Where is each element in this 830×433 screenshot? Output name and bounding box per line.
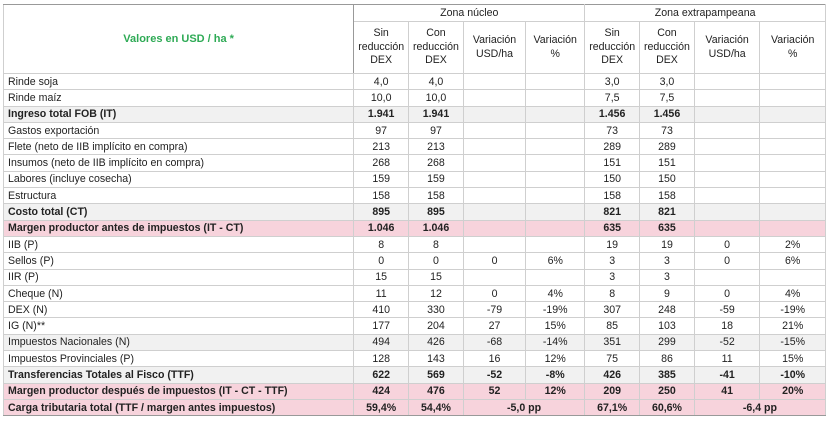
cell-extra-var-pct: -19% — [760, 302, 826, 318]
cell-extra-var-usd: -41 — [694, 367, 760, 383]
cell-extra-var-pct — [760, 204, 826, 220]
zone-extrapampeana-header: Zona extrapampeana — [585, 5, 826, 22]
cell-nucleo-var-pct: 12% — [526, 383, 585, 399]
row-label: Impuestos Provinciales (P) — [4, 351, 354, 367]
cell-extra-var-pct — [760, 220, 826, 236]
cell-nucleo-var-pct — [526, 188, 585, 204]
cell-extra-sin: 85 — [585, 318, 640, 334]
cell-extra-sin: 158 — [585, 188, 640, 204]
cell-nucleo-con: 330 — [409, 302, 464, 318]
cell-extra-var-usd: 0 — [694, 285, 760, 301]
row-label: Carga tributaria total (TTF / margen antes impuestos) — [4, 399, 354, 415]
cell-extra-con: 248 — [640, 302, 695, 318]
cell-nucleo-var-pct — [526, 90, 585, 106]
cell-nucleo-con: 204 — [409, 318, 464, 334]
cell-nucleo-var-pct — [526, 171, 585, 187]
column-header-line: reducción — [412, 40, 459, 53]
tax-burden-table — [3, 4, 826, 416]
column-header-line: Variación — [472, 34, 517, 46]
row-label: Transferencias Totales al Fisco (TTF) — [4, 367, 354, 383]
cell-nucleo-var-pct — [526, 139, 585, 155]
cell-extra-var-pct: 15% — [760, 351, 826, 367]
cell-extra-variacion: -6,4 pp — [694, 399, 825, 415]
cell-nucleo-sin: 10,0 — [354, 90, 409, 106]
cell-nucleo-var-pct — [526, 74, 585, 90]
cell-extra-var-pct — [760, 171, 826, 187]
row-label: DEX (N) — [4, 302, 354, 318]
cell-extra-sin: 67,1% — [585, 399, 640, 415]
table-row — [4, 351, 826, 367]
cell-nucleo-var-usd: 16 — [463, 351, 525, 367]
cell-extra-con: 9 — [640, 285, 695, 301]
table-row — [4, 220, 826, 236]
cell-extra-var-usd — [694, 90, 760, 106]
cell-extra-var-pct: 4% — [760, 285, 826, 301]
cell-nucleo-var-usd — [463, 204, 525, 220]
cell-extra-con: 299 — [640, 334, 695, 350]
cell-extra-var-pct — [760, 139, 826, 155]
cell-extra-con: 86 — [640, 351, 695, 367]
cell-extra-var-usd: -59 — [694, 302, 760, 318]
cell-extra-sin: 351 — [585, 334, 640, 350]
cell-nucleo-var-pct: -14% — [526, 334, 585, 350]
table-row — [4, 188, 826, 204]
cell-nucleo-sin: 158 — [354, 188, 409, 204]
cell-extra-var-usd — [694, 74, 760, 90]
cell-extra-sin: 7,5 — [585, 90, 640, 106]
cell-extra-con: 150 — [640, 171, 695, 187]
row-label: Sellos (P) — [4, 253, 354, 269]
table-row — [4, 285, 826, 301]
cell-extra-con: 19 — [640, 236, 695, 252]
tax-table-container — [3, 4, 826, 416]
cell-nucleo-var-pct — [526, 204, 585, 220]
cell-extra-var-usd — [694, 139, 760, 155]
cell-extra-sin: 635 — [585, 220, 640, 236]
cell-nucleo-con: 12 — [409, 285, 464, 301]
cell-nucleo-sin: 268 — [354, 155, 409, 171]
cell-nucleo-sin: 59,4% — [354, 399, 409, 415]
cell-extra-sin: 821 — [585, 204, 640, 220]
table-row — [4, 204, 826, 220]
row-label: Gastos exportación — [4, 122, 354, 138]
cell-extra-var-pct — [760, 188, 826, 204]
table-row — [4, 122, 826, 138]
cell-nucleo-var-pct: 12% — [526, 351, 585, 367]
column-header-extra-con — [640, 22, 695, 74]
table-row — [4, 318, 826, 334]
cell-nucleo-var-usd: -68 — [463, 334, 525, 350]
cell-nucleo-sin: 622 — [354, 367, 409, 383]
cell-extra-con: 158 — [640, 188, 695, 204]
cell-nucleo-sin: 97 — [354, 122, 409, 138]
cell-extra-sin: 73 — [585, 122, 640, 138]
column-header-line: Variación — [771, 34, 815, 46]
cell-extra-var-usd — [694, 188, 760, 204]
cell-nucleo-con: 0 — [409, 253, 464, 269]
column-header-line: % — [787, 47, 798, 60]
cell-extra-var-pct — [760, 269, 826, 285]
cell-extra-sin: 209 — [585, 383, 640, 399]
cell-nucleo-var-pct — [526, 155, 585, 171]
cell-nucleo-var-pct — [526, 236, 585, 252]
cell-extra-con: 385 — [640, 367, 695, 383]
cell-extra-var-usd — [694, 155, 760, 171]
row-label: Flete (neto de IIB implícito en compra) — [4, 139, 354, 155]
cell-nucleo-sin: 410 — [354, 302, 409, 318]
row-label: Rinde soja — [4, 74, 354, 90]
cell-extra-var-pct — [760, 90, 826, 106]
cell-nucleo-con: 54,4% — [409, 399, 464, 415]
cell-nucleo-var-usd — [463, 122, 525, 138]
column-header-line: Variación — [533, 34, 577, 46]
cell-extra-var-usd — [694, 269, 760, 285]
column-header-nucleo-con — [409, 22, 464, 74]
cell-extra-sin: 75 — [585, 351, 640, 367]
cell-nucleo-con: 158 — [409, 188, 464, 204]
cell-extra-var-pct: 21% — [760, 318, 826, 334]
cell-extra-con: 250 — [640, 383, 695, 399]
cell-nucleo-var-pct — [526, 106, 585, 122]
row-label: Cheque (N) — [4, 285, 354, 301]
table-row — [4, 302, 826, 318]
cell-nucleo-con: 159 — [409, 171, 464, 187]
cell-nucleo-con: 10,0 — [409, 90, 464, 106]
cell-nucleo-sin: 15 — [354, 269, 409, 285]
table-row — [4, 74, 826, 90]
column-header-line: USD/ha — [708, 47, 746, 60]
column-header-line: Sin — [604, 27, 620, 40]
table-row-carga-tributaria — [4, 399, 826, 415]
column-header-line: Con — [657, 27, 677, 40]
cell-extra-var-pct — [760, 74, 826, 90]
cell-extra-sin: 3,0 — [585, 74, 640, 90]
cell-nucleo-var-pct — [526, 269, 585, 285]
column-header-line: reducción — [358, 40, 405, 53]
column-header-extra-sin — [585, 22, 640, 74]
cell-extra-var-pct: 6% — [760, 253, 826, 269]
cell-nucleo-var-usd — [463, 269, 525, 285]
cell-nucleo-sin: 424 — [354, 383, 409, 399]
cell-nucleo-variacion: -5,0 pp — [463, 399, 584, 415]
cell-nucleo-sin: 159 — [354, 171, 409, 187]
cell-nucleo-var-usd — [463, 74, 525, 90]
cell-nucleo-var-pct: -8% — [526, 367, 585, 383]
cell-nucleo-sin: 494 — [354, 334, 409, 350]
cell-extra-var-pct — [760, 122, 826, 138]
cell-nucleo-con: 15 — [409, 269, 464, 285]
cell-extra-con: 635 — [640, 220, 695, 236]
cell-nucleo-var-usd: 52 — [463, 383, 525, 399]
cell-extra-var-pct — [760, 106, 826, 122]
cell-nucleo-con: 569 — [409, 367, 464, 383]
cell-nucleo-con: 143 — [409, 351, 464, 367]
cell-extra-con: 60,6% — [640, 399, 695, 415]
table-row — [4, 253, 826, 269]
row-label: Ingreso total FOB (IT) — [4, 106, 354, 122]
cell-extra-var-usd: 18 — [694, 318, 760, 334]
cell-extra-con: 821 — [640, 204, 695, 220]
cell-extra-con: 1.456 — [640, 106, 695, 122]
cell-nucleo-var-pct: 15% — [526, 318, 585, 334]
row-label: Estructura — [4, 188, 354, 204]
row-label: Insumos (neto de IIB implícito en compra) — [4, 155, 354, 171]
cell-nucleo-var-usd: -52 — [463, 367, 525, 383]
cell-extra-con: 103 — [640, 318, 695, 334]
cell-extra-con: 7,5 — [640, 90, 695, 106]
cell-extra-con: 3 — [640, 253, 695, 269]
row-label: Margen productor después de impuestos (IT - CT - TTF) — [4, 383, 354, 399]
cell-extra-var-pct: 20% — [760, 383, 826, 399]
cell-nucleo-con: 268 — [409, 155, 464, 171]
cell-nucleo-var-pct: -19% — [526, 302, 585, 318]
cell-nucleo-var-usd — [463, 90, 525, 106]
column-header-line: Sin — [373, 27, 389, 40]
cell-nucleo-sin: 8 — [354, 236, 409, 252]
column-header-line: DEX — [425, 54, 447, 67]
column-header-line: reducción — [643, 40, 690, 53]
cell-nucleo-var-pct — [526, 122, 585, 138]
row-label: Costo total (CT) — [4, 204, 354, 220]
table-row — [4, 90, 826, 106]
cell-extra-con: 151 — [640, 155, 695, 171]
cell-nucleo-var-usd — [463, 106, 525, 122]
cell-extra-sin: 150 — [585, 171, 640, 187]
cell-nucleo-con: 426 — [409, 334, 464, 350]
cell-nucleo-sin: 128 — [354, 351, 409, 367]
cell-extra-con: 3,0 — [640, 74, 695, 90]
cell-nucleo-var-usd — [463, 155, 525, 171]
column-header-nucleo-sin — [354, 22, 409, 74]
row-label: Rinde maíz — [4, 90, 354, 106]
cell-extra-con: 3 — [640, 269, 695, 285]
cell-nucleo-var-usd — [463, 236, 525, 252]
cell-nucleo-sin: 4,0 — [354, 74, 409, 90]
cell-extra-var-usd — [694, 220, 760, 236]
cell-extra-var-usd — [694, 122, 760, 138]
cell-nucleo-con: 213 — [409, 139, 464, 155]
cell-nucleo-sin: 177 — [354, 318, 409, 334]
table-row — [4, 155, 826, 171]
table-row — [4, 106, 826, 122]
cell-extra-con: 289 — [640, 139, 695, 155]
cell-extra-var-usd: 0 — [694, 236, 760, 252]
cell-nucleo-var-usd: 0 — [463, 285, 525, 301]
cell-extra-var-pct — [760, 155, 826, 171]
cell-extra-var-usd: 0 — [694, 253, 760, 269]
row-label: IG (N)** — [4, 318, 354, 334]
cell-nucleo-con: 476 — [409, 383, 464, 399]
cell-nucleo-sin: 1.046 — [354, 220, 409, 236]
column-header-nucleo-var-pct — [526, 22, 585, 74]
cell-extra-var-usd — [694, 204, 760, 220]
cell-extra-sin: 8 — [585, 285, 640, 301]
table-row — [4, 367, 826, 383]
cell-nucleo-var-usd: 27 — [463, 318, 525, 334]
cell-extra-sin: 19 — [585, 236, 640, 252]
cell-extra-var-pct: 2% — [760, 236, 826, 252]
table-row — [4, 139, 826, 155]
cell-nucleo-sin: 895 — [354, 204, 409, 220]
column-header-extra-var-pct — [760, 22, 826, 74]
row-label: Labores (incluye cosecha) — [4, 171, 354, 187]
cell-extra-sin: 3 — [585, 253, 640, 269]
cell-extra-var-usd: 41 — [694, 383, 760, 399]
cell-extra-sin: 289 — [585, 139, 640, 155]
column-header-line: Con — [426, 27, 446, 40]
zone-header-row — [4, 5, 826, 22]
cell-nucleo-var-usd: 0 — [463, 253, 525, 269]
cell-extra-var-pct: -15% — [760, 334, 826, 350]
table-row — [4, 171, 826, 187]
cell-nucleo-sin: 213 — [354, 139, 409, 155]
table-row — [4, 269, 826, 285]
column-header-nucleo-var-usd — [463, 22, 525, 74]
table-row — [4, 236, 826, 252]
column-header-line: Variación — [705, 34, 749, 46]
cell-nucleo-var-usd — [463, 188, 525, 204]
column-header-line: reducción — [589, 40, 636, 53]
cell-nucleo-con: 97 — [409, 122, 464, 138]
cell-nucleo-sin: 1.941 — [354, 106, 409, 122]
table-title: Valores en USD / ha * — [4, 5, 354, 74]
cell-nucleo-con: 1.046 — [409, 220, 464, 236]
cell-extra-var-pct: -10% — [760, 367, 826, 383]
cell-extra-sin: 151 — [585, 155, 640, 171]
row-label: Impuestos Nacionales (N) — [4, 334, 354, 350]
column-header-line: DEX — [370, 54, 393, 67]
zone-nucleo-header: Zona núcleo — [354, 5, 585, 22]
table-body — [4, 74, 826, 400]
cell-nucleo-con: 1.941 — [409, 106, 464, 122]
cell-nucleo-sin: 0 — [354, 253, 409, 269]
cell-extra-sin: 426 — [585, 367, 640, 383]
cell-extra-sin: 3 — [585, 269, 640, 285]
column-header-line: % — [550, 47, 560, 60]
table-row — [4, 383, 826, 399]
cell-extra-var-usd: 11 — [694, 351, 760, 367]
row-label: IIR (P) — [4, 269, 354, 285]
column-header-extra-var-usd — [694, 22, 760, 74]
cell-extra-var-usd: -52 — [694, 334, 760, 350]
cell-extra-sin: 1.456 — [585, 106, 640, 122]
column-header-line: DEX — [601, 54, 624, 67]
cell-nucleo-var-pct: 6% — [526, 253, 585, 269]
row-label: IIB (P) — [4, 236, 354, 252]
column-header-line: DEX — [656, 54, 678, 67]
row-label: Margen productor antes de impuestos (IT - CT) — [4, 220, 354, 236]
cell-nucleo-var-usd — [463, 139, 525, 155]
cell-nucleo-con: 895 — [409, 204, 464, 220]
cell-nucleo-var-pct: 4% — [526, 285, 585, 301]
cell-extra-con: 73 — [640, 122, 695, 138]
cell-nucleo-var-pct — [526, 220, 585, 236]
cell-extra-sin: 307 — [585, 302, 640, 318]
table-row — [4, 334, 826, 350]
cell-extra-var-usd — [694, 171, 760, 187]
cell-nucleo-var-usd — [463, 171, 525, 187]
cell-nucleo-var-usd: -79 — [463, 302, 525, 318]
cell-extra-var-usd — [694, 106, 760, 122]
cell-nucleo-con: 8 — [409, 236, 464, 252]
cell-nucleo-con: 4,0 — [409, 74, 464, 90]
column-header-line: USD/ha — [475, 47, 514, 60]
cell-nucleo-sin: 11 — [354, 285, 409, 301]
cell-nucleo-var-usd — [463, 220, 525, 236]
